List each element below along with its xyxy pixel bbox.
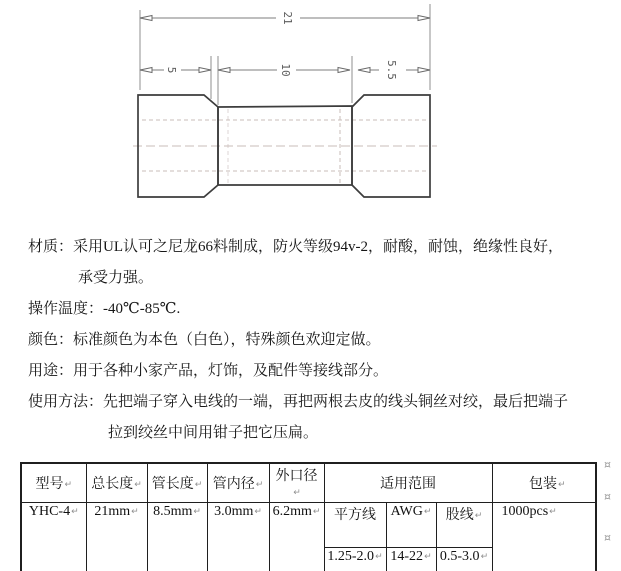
header-outer-diameter-label: 外口径 <box>275 469 318 484</box>
model-value: YHC-4 <box>28 504 71 519</box>
cell-packing <box>492 503 596 571</box>
cell-return-mark: ↵ <box>255 480 264 490</box>
spec-line-material: 材质：采用UL认可之尼龙66料制成，防火等级94v-2，耐酸，耐蚀，绝缘性良好， <box>28 239 563 255</box>
cell-return-mark: ↵ <box>293 488 301 498</box>
cell-return-mark: ↵ <box>480 552 489 562</box>
square-wire-label: 平方线 <box>334 508 376 523</box>
cell-total-length <box>86 503 147 571</box>
spec-table <box>20 462 597 571</box>
tube-length-value: 8.5mm <box>153 504 193 519</box>
row-end-mark: ¤ <box>604 531 611 544</box>
cell-return-mark: ↵ <box>474 511 483 521</box>
cell-return-mark: ↵ <box>194 480 203 490</box>
cell-strand-range <box>436 548 492 571</box>
cell-model <box>21 503 86 571</box>
header-model <box>21 463 86 503</box>
cell-return-mark: ↵ <box>71 507 79 517</box>
spec-line-method-cont: 拉到绞丝中间用钳子把它压扁。 <box>108 425 319 441</box>
spec-line-material-cont: 承受力强。 <box>78 270 154 286</box>
cell-return-mark: ↵ <box>423 507 432 517</box>
inner-diameter-value: 3.0mm <box>214 504 254 519</box>
dimension-middle-segment: 10 <box>279 63 293 77</box>
header-applicable-range-label: 适用范围 <box>380 477 436 492</box>
cell-return-mark: ↵ <box>424 552 432 562</box>
cell-return-mark: ↵ <box>312 507 321 517</box>
spec-line-method: 使用方法：先把端子穿入电线的一端，再把两根去皮的线头铜丝对绞，最后把端子 <box>28 394 569 410</box>
strand-range-value: 0.5-3.0 <box>439 549 480 564</box>
cell-inner-diameter <box>207 503 269 571</box>
cell-return-mark: ↵ <box>64 480 73 490</box>
header-tube-length-label: 管长度 <box>151 477 194 492</box>
cell-return-mark: ↵ <box>193 507 201 517</box>
cell-square-wire-range <box>324 548 386 571</box>
header-applicable-range <box>324 463 492 503</box>
outer-diameter-value: 6.2mm <box>272 504 312 519</box>
spec-line-temperature: 操作温度：-40℃-85℃. <box>28 301 181 317</box>
strand-label: 股线 <box>445 508 474 523</box>
dimension-left-segment: 5 <box>165 66 179 74</box>
subheader-strand <box>436 503 492 548</box>
row-end-mark: ¤ <box>604 490 611 503</box>
header-inner-diameter <box>207 463 269 503</box>
dimension-lines <box>146 18 424 70</box>
header-outer-diameter <box>269 463 324 503</box>
cell-return-mark: ↵ <box>131 507 139 517</box>
awg-label: AWG <box>390 504 423 519</box>
header-tube-length <box>147 463 207 503</box>
subheader-square-wire <box>324 503 386 548</box>
cell-tube-length <box>147 503 207 571</box>
cell-return-mark: ↵ <box>134 480 142 490</box>
cell-return-mark: ↵ <box>254 507 262 517</box>
cell-outer-diameter <box>269 503 324 571</box>
header-model-label: 型号 <box>35 477 64 492</box>
header-inner-diameter-label: 管内径 <box>212 477 255 492</box>
cell-return-mark: ↵ <box>375 552 383 562</box>
header-packing-label: 包装 <box>528 477 557 492</box>
header-total-length <box>86 463 147 503</box>
total-length-value: 21mm <box>94 504 131 519</box>
cell-return-mark: ↵ <box>549 507 557 517</box>
spec-line-color: 颜色：标准颜色为本色（白色），特殊颜色欢迎定做。 <box>28 332 381 348</box>
right-end-block <box>352 95 430 197</box>
dimension-total-length: 21 <box>281 11 295 25</box>
cell-return-mark: ↵ <box>557 480 566 490</box>
dimension-right-segment: 5.5 <box>385 60 399 80</box>
packing-value: 1000pcs <box>501 504 549 519</box>
header-total-length-label: 总长度 <box>91 477 134 492</box>
square-wire-range-value: 1.25-2.0 <box>327 549 375 564</box>
spec-line-usage: 用途：用于各种小家产品，灯饰，及配件等接线部分。 <box>28 363 389 379</box>
cell-awg-range <box>386 548 436 571</box>
row-end-mark: ¤ <box>604 458 611 471</box>
product-drawing <box>0 0 621 232</box>
header-packing <box>492 463 596 503</box>
awg-range-value: 14-22 <box>390 549 424 564</box>
subheader-awg <box>386 503 436 548</box>
